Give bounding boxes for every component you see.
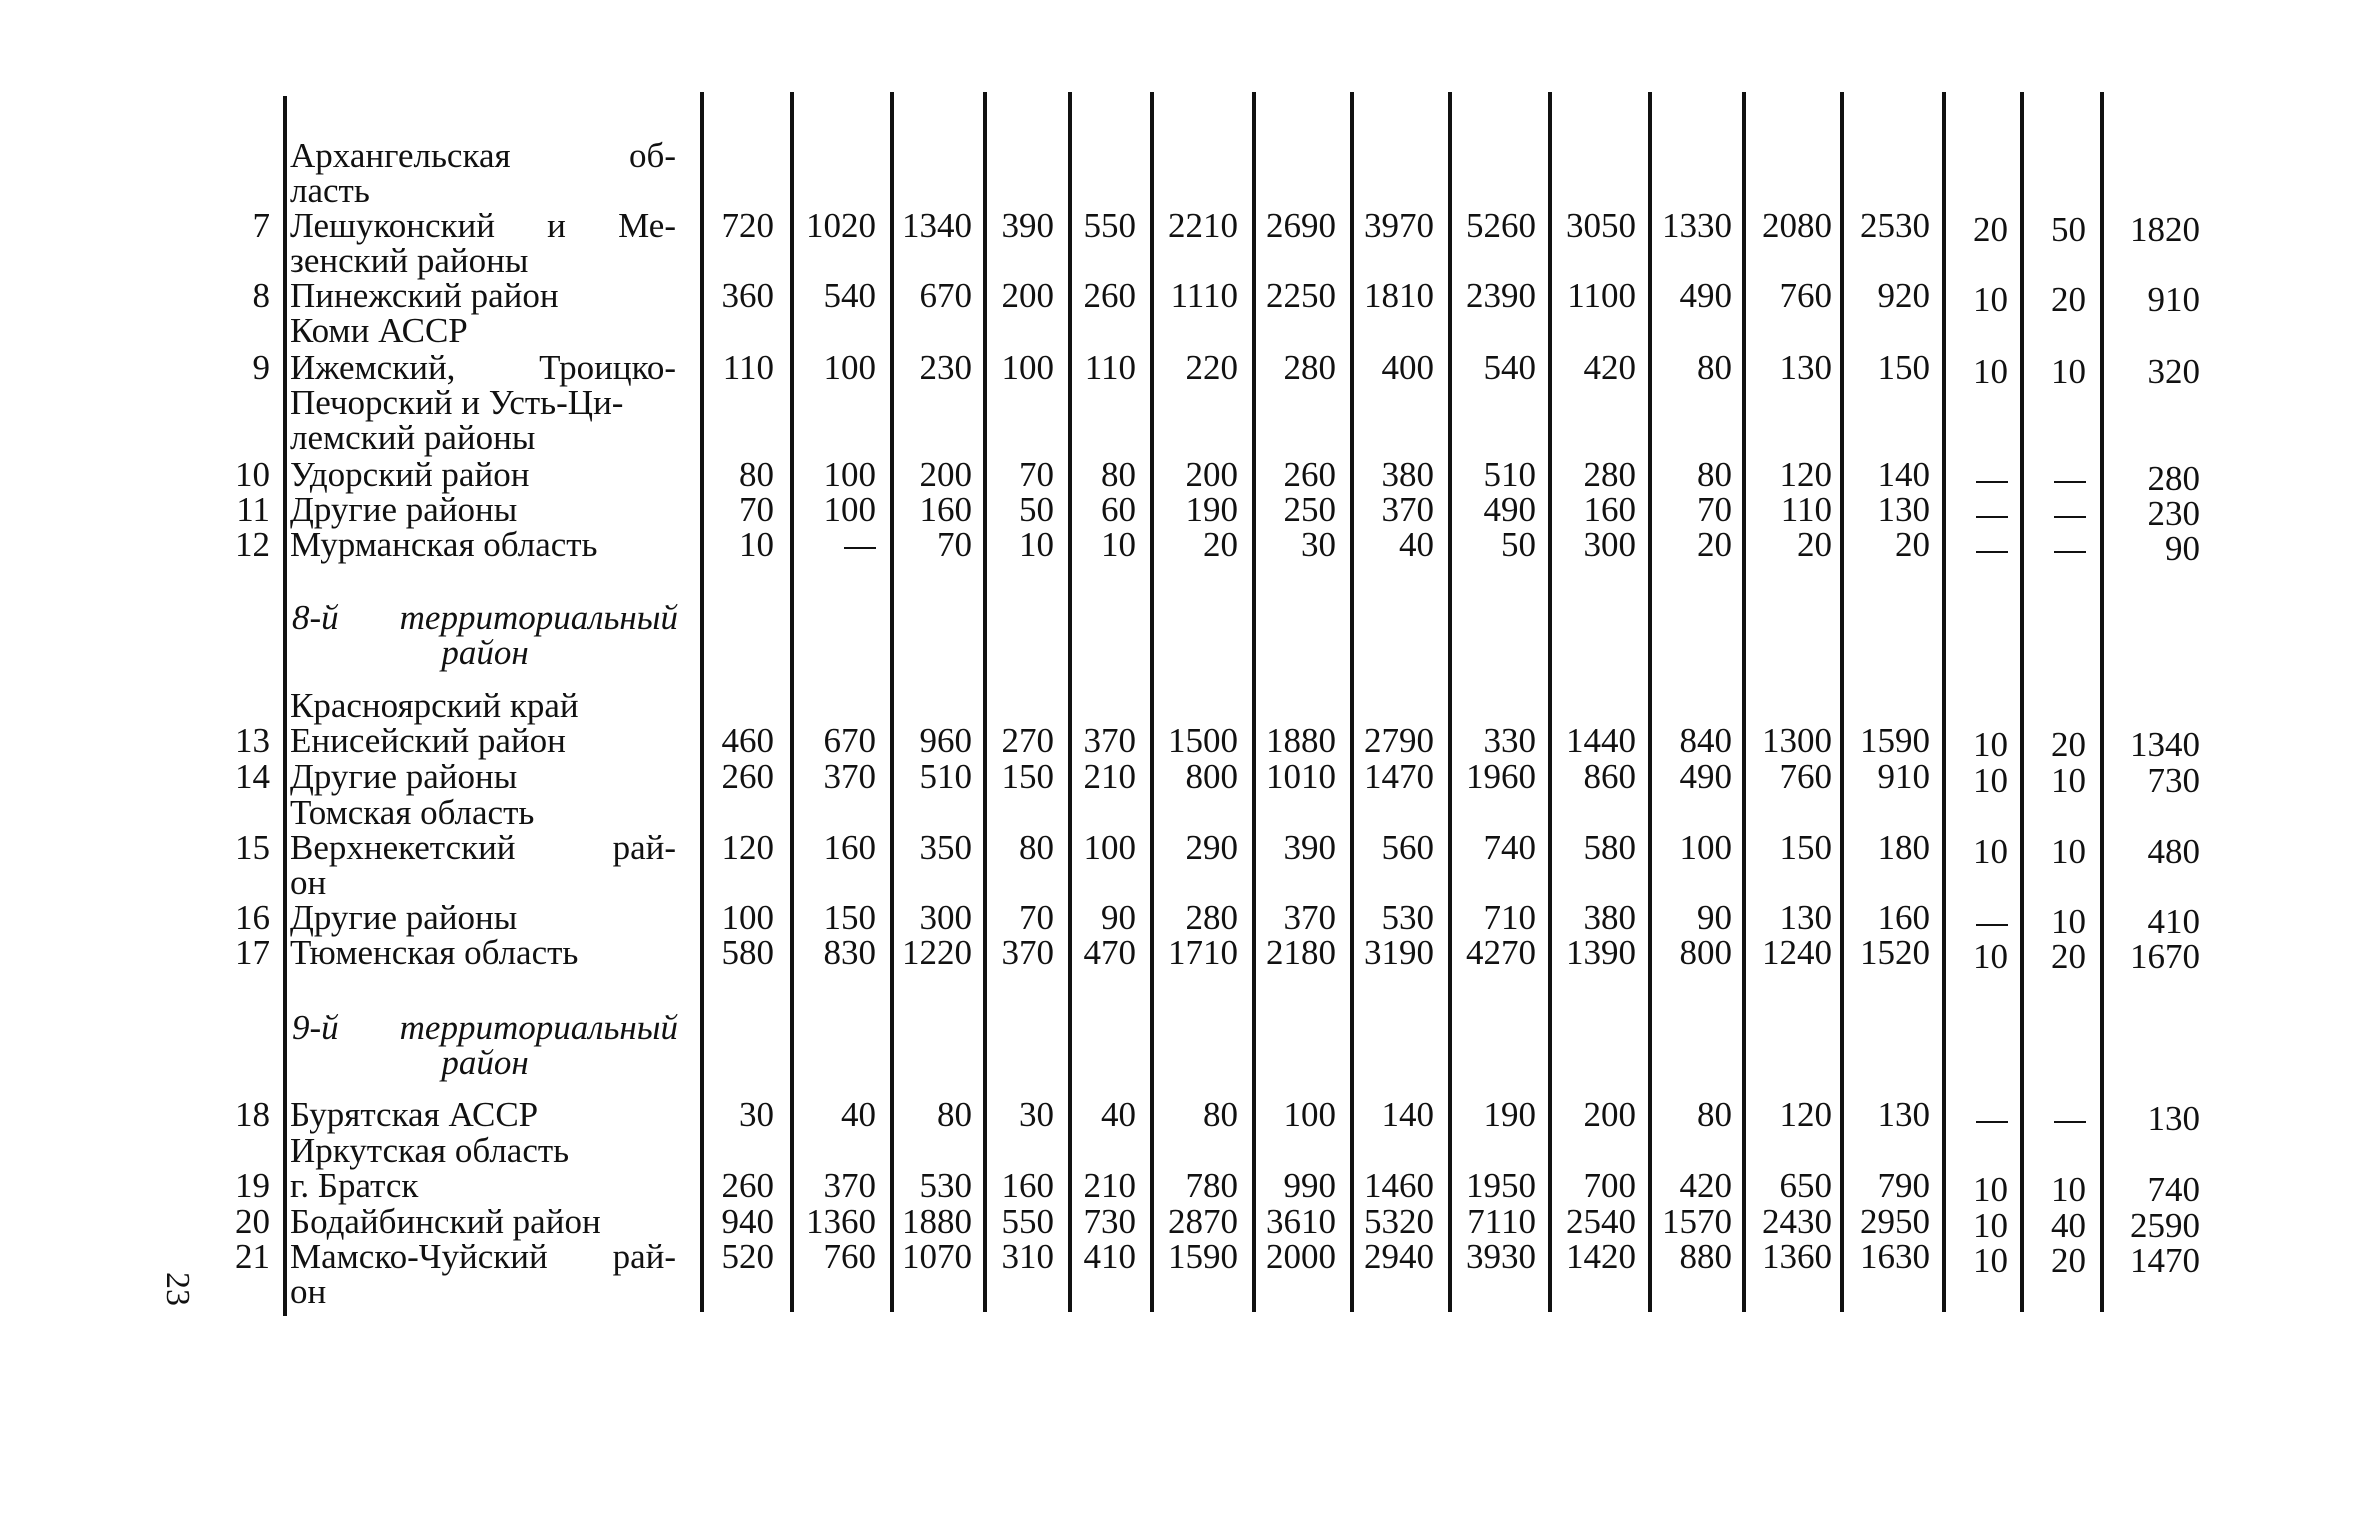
table-cell: 120: [1779, 455, 1832, 494]
table-cell: 480: [2147, 832, 2200, 871]
table-cell: 50: [1501, 525, 1536, 564]
table-cell: 280: [1185, 898, 1238, 937]
table-cell: 20: [1697, 525, 1732, 564]
table-cell: 580: [1583, 828, 1636, 867]
table-cell: 3190: [1364, 933, 1434, 972]
table-cell: 10: [2051, 902, 2086, 941]
table-cell: 80: [1019, 828, 1054, 867]
table-cell: 420: [1679, 1166, 1732, 1205]
row-number: 19: [235, 1166, 270, 1205]
table-cell: 920: [1877, 276, 1930, 315]
row-number: 15: [235, 828, 270, 867]
table-cell: 1330: [1662, 206, 1732, 245]
row-number: 13: [235, 721, 270, 760]
table-cell: 300: [1583, 525, 1636, 564]
table-cell: 380: [1381, 455, 1434, 494]
table-cell: 1360: [806, 1202, 876, 1241]
table-cell: 120: [1779, 1095, 1832, 1134]
table-cell: 260: [1083, 276, 1136, 315]
table-cell: 210: [1083, 757, 1136, 796]
row-label: Удорский район: [290, 455, 530, 494]
table-cell: 130: [1877, 490, 1930, 529]
table-cell: 10: [739, 525, 774, 564]
table-cell: 720: [721, 206, 774, 245]
table-cell: 2180: [1266, 933, 1336, 972]
table-cell: 20: [2051, 280, 2086, 319]
table-cell: 40: [841, 1095, 876, 1134]
table-cell: 410: [2147, 902, 2200, 941]
table-cell: 160: [823, 828, 876, 867]
table-cell: 370: [1001, 933, 1054, 972]
table-cell: [1966, 461, 2086, 497]
table-cell: 800: [1185, 757, 1238, 796]
table-cell: 180: [1877, 828, 1930, 867]
table-cell: 350: [919, 828, 972, 867]
table-cell: 1240: [1762, 933, 1832, 972]
row-label: Ижемский, Троицко-: [290, 348, 676, 387]
table-cell: 910: [2147, 280, 2200, 319]
table-cell: 100: [721, 898, 774, 937]
table-cell: 840: [1679, 721, 1732, 760]
table-cell: 1010: [1266, 757, 1336, 796]
table-cell: 740: [2147, 1170, 2200, 1209]
table-cell: 1630: [1860, 1237, 1930, 1276]
table-cell: 550: [1083, 206, 1136, 245]
table-cell: 1470: [2130, 1241, 2200, 1280]
table-cell: 3610: [1266, 1202, 1336, 1241]
table-cell: 40: [1101, 1095, 1136, 1134]
row-number: 10: [235, 455, 270, 494]
table-cell: 50: [1019, 490, 1054, 529]
table-cell: 310: [1001, 1237, 1054, 1276]
page-number: 23: [159, 1272, 196, 1306]
table-cell: 190: [1185, 490, 1238, 529]
table-cell: 4270: [1466, 933, 1536, 972]
group-label: Иркутская область: [290, 1131, 570, 1170]
row-label: Бурятская АССР: [290, 1095, 539, 1134]
table-cell: 80: [1697, 348, 1732, 387]
row-number: 8: [252, 276, 270, 315]
table-cell: 20: [1203, 525, 1238, 564]
column-rule: [283, 96, 287, 1316]
table-cell: 1880: [902, 1202, 972, 1241]
table-cell: [1966, 496, 2086, 532]
table-cell: 280: [1583, 455, 1636, 494]
table-cell: 270: [1001, 721, 1054, 760]
table-cell: 280: [2147, 459, 2200, 498]
group-label: Архангельская об-: [290, 136, 676, 175]
table-cell: 80: [1697, 1095, 1732, 1134]
heading-word: 8-й: [292, 598, 339, 637]
table-cell: 370: [1283, 898, 1336, 937]
table-cell: 100: [1083, 828, 1136, 867]
table-cell: 70: [1697, 490, 1732, 529]
table-cell: 1470: [1364, 757, 1434, 796]
table-cell: 1340: [902, 206, 972, 245]
table-cell: 70: [739, 490, 774, 529]
table-cell: 1420: [1566, 1237, 1636, 1276]
table-cell: 80: [1203, 1095, 1238, 1134]
table-cell: 1520: [1860, 933, 1930, 972]
table-cell: 300: [919, 898, 972, 937]
table-cell: 510: [919, 757, 972, 796]
table-cell: 5320: [1364, 1202, 1434, 1241]
table-cell: 10: [1973, 725, 2008, 764]
table-cell: 990: [1283, 1166, 1336, 1205]
table-cell: 1100: [1567, 276, 1636, 315]
table-cell: 2870: [1168, 1202, 1238, 1241]
table-cell: 200: [1001, 276, 1054, 315]
table-cell: 130: [2147, 1099, 2200, 1138]
table-cell: 10: [1973, 1170, 2008, 1209]
table-cell: 10: [1973, 832, 2008, 871]
table-cell: 1570: [1662, 1202, 1732, 1241]
table-cell: 380: [1583, 898, 1636, 937]
table-cell: 2430: [1762, 1202, 1832, 1241]
table-cell: 520: [721, 1237, 774, 1276]
table-cell: 490: [1483, 490, 1536, 529]
table-cell: 160: [1877, 898, 1930, 937]
table-cell: 400: [1381, 348, 1434, 387]
table-cell: 1670: [2130, 937, 2200, 976]
table-cell: 230: [2147, 494, 2200, 533]
table-cell: 960: [919, 721, 972, 760]
table-cell: 150: [1779, 828, 1832, 867]
table-cell: 370: [1381, 490, 1434, 529]
table-cell: 80: [739, 455, 774, 494]
table-cell: 100: [1679, 828, 1732, 867]
table-cell: 1110: [1170, 276, 1238, 315]
table-cell: 940: [721, 1202, 774, 1241]
table-cell: 830: [823, 933, 876, 972]
row-label: Мурманская область: [290, 525, 598, 564]
row-number: 12: [235, 525, 270, 564]
table-cell: 2950: [1860, 1202, 1930, 1241]
table-cell: 1300: [1762, 721, 1832, 760]
table-cell: 10: [1973, 761, 2008, 800]
table-cell: 650: [1779, 1166, 1832, 1205]
table-cell: 30: [739, 1095, 774, 1134]
row-number: 11: [236, 490, 270, 529]
table-cell: 130: [1877, 1095, 1930, 1134]
table-cell: 260: [1283, 455, 1336, 494]
row-label: г. Братск: [290, 1166, 419, 1205]
row-label: Другие районы: [290, 757, 518, 796]
table-cell: 540: [823, 276, 876, 315]
table-cell: 160: [1583, 490, 1636, 529]
row-label: Другие районы: [290, 490, 518, 529]
table-cell: 80: [1697, 455, 1732, 494]
table-cell: 260: [721, 1166, 774, 1205]
table-cell: 200: [919, 455, 972, 494]
section-heading: [292, 600, 678, 670]
heading-word: территориальный: [399, 598, 678, 637]
table-cell: 20: [2051, 1241, 2086, 1280]
table-cell: 200: [1583, 1095, 1636, 1134]
table-cell: 1880: [1266, 721, 1336, 760]
table-cell: 1820: [2130, 210, 2200, 249]
table-cell: 290: [1185, 828, 1238, 867]
table-cell: 1590: [1168, 1237, 1238, 1276]
heading-line: район: [441, 633, 529, 672]
table-cell: 530: [1381, 898, 1434, 937]
table-cell: 280: [1283, 348, 1336, 387]
table-cell: 470: [1083, 933, 1136, 972]
table-cell: 580: [721, 933, 774, 972]
table-cell: 70: [1019, 898, 1054, 937]
table-cell: 100: [823, 455, 876, 494]
table-cell: 90: [1101, 898, 1136, 937]
table-cell: 2210: [1168, 206, 1238, 245]
table-cell: 1070: [902, 1237, 972, 1276]
table-cell: 560: [1381, 828, 1434, 867]
group-label: Коми АССР: [290, 311, 468, 350]
table-cell: 10: [2051, 352, 2086, 391]
table-cell: 40: [2051, 1206, 2086, 1245]
table-cell: 860: [1583, 757, 1636, 796]
table-cell: 10: [1973, 352, 2008, 391]
table-cell: 760: [823, 1237, 876, 1276]
table-cell: 2080: [1762, 206, 1832, 245]
row-number: 21: [235, 1237, 270, 1276]
row-label: Печорский и Усть-Ци-: [290, 383, 624, 422]
table-cell: 140: [1877, 455, 1930, 494]
table-cell: 330: [1483, 721, 1536, 760]
table-cell: 30: [1019, 1095, 1054, 1134]
table-cell: 1590: [1860, 721, 1930, 760]
table-cell: 780: [1185, 1166, 1238, 1205]
row-number: 7: [252, 206, 270, 245]
table-cell: 150: [1877, 348, 1930, 387]
table-cell: 550: [1001, 1202, 1054, 1241]
table-cell: 360: [721, 276, 774, 315]
table-cell: 670: [919, 276, 972, 315]
table-cell: 110: [1780, 490, 1832, 529]
table-cell: 1440: [1566, 721, 1636, 760]
table-cell: 20: [1973, 210, 2008, 249]
table-cell: 160: [1001, 1166, 1054, 1205]
table-cell: 30: [1301, 525, 1336, 564]
table-cell: 120: [721, 828, 774, 867]
section-heading: [292, 1010, 678, 1080]
table-cell: 100: [1001, 348, 1054, 387]
table-cell: 790: [1877, 1166, 1930, 1205]
table-cell: 230: [919, 348, 972, 387]
table-cell: 60: [1101, 490, 1136, 529]
row-number: 18: [235, 1095, 270, 1134]
row-number: 17: [235, 933, 270, 972]
table-cell: 1710: [1168, 933, 1238, 972]
table-cell: 700: [1583, 1166, 1636, 1205]
table-cell: 160: [919, 490, 972, 529]
table-cell: 910: [1877, 757, 1930, 796]
table-cell: 20: [2051, 725, 2086, 764]
table-cell: 880: [1679, 1237, 1732, 1276]
table-cell: 1360: [1762, 1237, 1832, 1276]
table-cell: 10: [2051, 761, 2086, 800]
table-cell: 110: [722, 348, 774, 387]
row-label: он: [290, 1272, 327, 1311]
table-cell: 110: [1084, 348, 1136, 387]
table-cell: 710: [1483, 898, 1536, 937]
row-number: 16: [235, 898, 270, 937]
table-cell: 130: [1779, 898, 1832, 937]
table-cell: 490: [1679, 276, 1732, 315]
table-cell: 760: [1779, 276, 1832, 315]
table-cell: 370: [1083, 721, 1136, 760]
row-number: 20: [235, 1202, 270, 1241]
table-cell: 530: [919, 1166, 972, 1205]
row-number: 14: [235, 757, 270, 796]
table-cell: 540: [1483, 348, 1536, 387]
table-cell: 200: [1185, 455, 1238, 494]
table-cell: 10: [1101, 525, 1136, 564]
table-cell: 760: [1779, 757, 1832, 796]
table-cell: 510: [1483, 455, 1536, 494]
row-label: Другие районы: [290, 898, 518, 937]
table-cell: 220: [1185, 348, 1238, 387]
table-cell: 80: [1101, 455, 1136, 494]
table-cell: 90: [2165, 529, 2200, 568]
table-cell: [1966, 1101, 2086, 1137]
table-cell: 10: [2051, 832, 2086, 871]
table-cell: 370: [823, 1166, 876, 1205]
table-cell: 80: [937, 1095, 972, 1134]
row-label: лемский районы: [290, 418, 536, 457]
table-cell: 20: [1895, 525, 1930, 564]
row-label: Верхнекетский рай-: [290, 828, 676, 867]
table-cell: 1960: [1466, 757, 1536, 796]
group-label: ласть: [290, 171, 370, 210]
table-cell: 3050: [1566, 206, 1636, 245]
row-number: 9: [252, 348, 270, 387]
table-cell: 10: [2051, 1170, 2086, 1209]
table-cell: 190: [1483, 1095, 1536, 1134]
row-label: Мамско-Чуйский рай-: [290, 1237, 676, 1276]
table-cell: 2000: [1266, 1237, 1336, 1276]
row-label: Лешуконский и Ме-: [290, 206, 676, 245]
table-cell: 10: [1973, 1241, 2008, 1280]
row-label: Тюменская область: [290, 933, 579, 972]
table-cell: 1460: [1364, 1166, 1434, 1205]
table-cell: 460: [721, 721, 774, 760]
table-cell: 70: [937, 525, 972, 564]
table-cell: 490: [1679, 757, 1732, 796]
table-cell: 130: [1779, 348, 1832, 387]
table-cell: 10: [1973, 1206, 2008, 1245]
table-cell: 150: [1001, 757, 1054, 796]
table-cell: 670: [823, 721, 876, 760]
table-cell: 2590: [2130, 1206, 2200, 1245]
row-label: зенский районы: [290, 241, 529, 280]
table-cell: 100: [823, 490, 876, 529]
heading-line: район: [441, 1043, 529, 1082]
table-cell: 2940: [1364, 1237, 1434, 1276]
table-cell: 420: [1583, 348, 1636, 387]
table-cell: 2530: [1860, 206, 1930, 245]
table-cell: 740: [1483, 828, 1536, 867]
table-cell: 370: [823, 757, 876, 796]
table-cell: 5260: [1466, 206, 1536, 245]
table-cell: 100: [1283, 1095, 1336, 1134]
table-cell: 1220: [902, 933, 972, 972]
table-cell: 1950: [1466, 1166, 1536, 1205]
table-cell: 50: [2051, 210, 2086, 249]
group-label: Красноярский край: [290, 686, 579, 725]
table-cell: 70: [1019, 455, 1054, 494]
heading-word: территориальный: [399, 1008, 678, 1047]
table-cell: 100: [823, 348, 876, 387]
table-cell: 20: [2051, 937, 2086, 976]
table-cell: 40: [1399, 525, 1434, 564]
table-cell: 2540: [1566, 1202, 1636, 1241]
table-cell: 260: [721, 757, 774, 796]
table-cell: 390: [1001, 206, 1054, 245]
table-cell: 20: [1797, 525, 1832, 564]
group-label: Томская область: [290, 793, 535, 832]
table-cell: 390: [1283, 828, 1336, 867]
table-cell: 150: [823, 898, 876, 937]
table-cell: 2250: [1266, 276, 1336, 315]
row-label: Енисейский район: [290, 721, 566, 760]
table-cell: 320: [2147, 352, 2200, 391]
row-label: он: [290, 863, 327, 902]
table-cell: 730: [2147, 761, 2200, 800]
table-cell: 10: [1973, 937, 2008, 976]
table-cell: 1340: [2130, 725, 2200, 764]
table-cell: 730: [1083, 1202, 1136, 1241]
table-cell: 210: [1083, 1166, 1136, 1205]
table-cell: 1390: [1566, 933, 1636, 972]
table-cell: 90: [1697, 898, 1732, 937]
table-cell: 250: [1283, 490, 1336, 529]
table-cell: 7110: [1467, 1202, 1536, 1241]
row-label: Бодайбинский район: [290, 1202, 601, 1241]
table-cell: 3970: [1364, 206, 1434, 245]
table-cell: 1020: [806, 206, 876, 245]
table-cell: 2690: [1266, 206, 1336, 245]
table-cell: 1500: [1168, 721, 1238, 760]
table-cell: 10: [1019, 525, 1054, 564]
table-cell: 1810: [1364, 276, 1434, 315]
table-cell: 3930: [1466, 1237, 1536, 1276]
table-cell: 410: [1083, 1237, 1136, 1276]
table-cell: 2390: [1466, 276, 1536, 315]
heading-word: 9-й: [292, 1008, 339, 1047]
table-cell: 800: [1679, 933, 1732, 972]
table-cell: 10: [1973, 280, 2008, 319]
table-cell: 2790: [1364, 721, 1434, 760]
row-label: Пинежский район: [290, 276, 559, 315]
table-cell: [1966, 531, 2086, 567]
table-cell: 140: [1381, 1095, 1434, 1134]
